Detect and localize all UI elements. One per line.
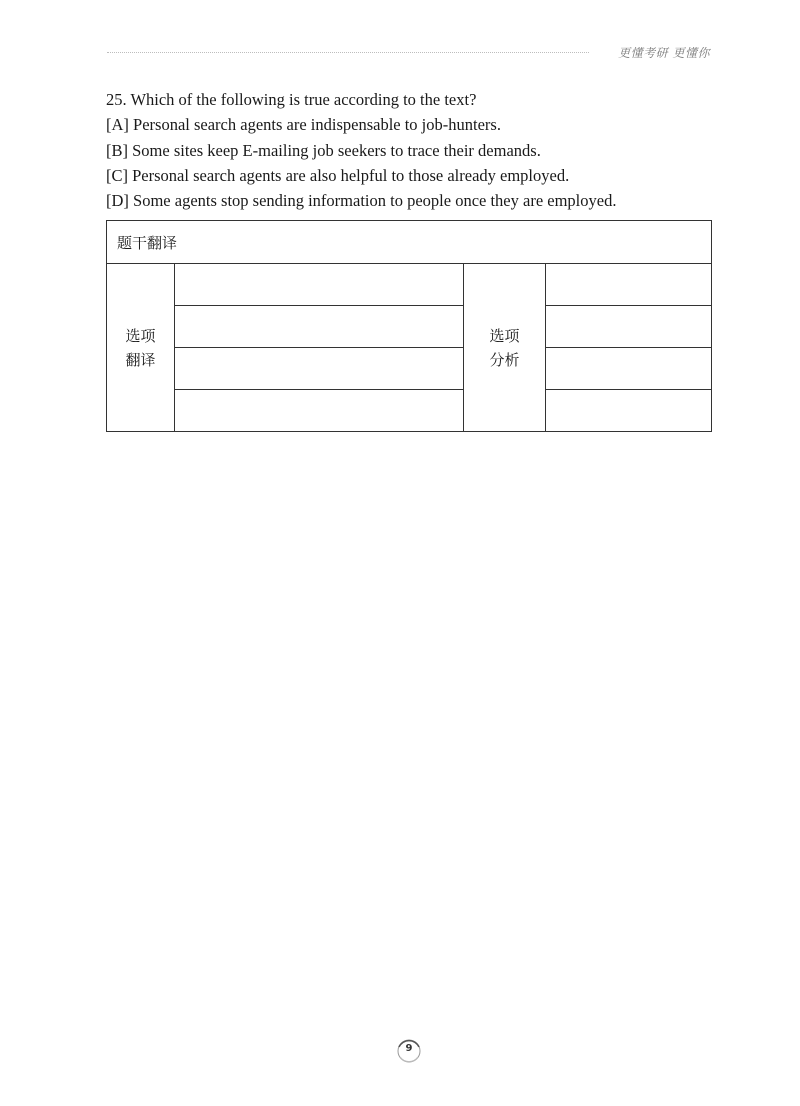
- option-row: [107, 348, 712, 390]
- option-translation-label-line1: 选项: [125, 326, 156, 345]
- page-number-badge: [396, 1038, 422, 1064]
- option-a: [A] Personal search agents are indispensable to job-hunters.: [106, 115, 501, 135]
- option-row: [107, 264, 712, 306]
- question-stem: 25. Which of the following is true according to the text?: [106, 90, 477, 109]
- option-translation-blank-c[interactable]: [175, 348, 464, 390]
- option-row: [107, 306, 712, 348]
- translation-worksheet-table: [106, 220, 712, 432]
- stem-translation-label: 题干翻译: [107, 221, 712, 264]
- option-b: [B] Some sites keep E-mailing job seekers to trace their demands.: [106, 140, 541, 160]
- option-translation-label: [107, 264, 175, 432]
- option-translation-blank-a[interactable]: [175, 264, 464, 306]
- page-number: 9: [405, 1043, 413, 1054]
- header-divider: [107, 52, 589, 53]
- option-analysis-blank-d[interactable]: [546, 390, 712, 432]
- stem-translation-row: [107, 221, 712, 264]
- option-analysis-label-line1: 选项: [489, 326, 520, 345]
- option-analysis-blank-b[interactable]: [546, 306, 712, 348]
- option-d: [D] Some agents stop sending information to people once they are employed.: [106, 191, 617, 211]
- option-row: [107, 390, 712, 432]
- option-analysis-label: [464, 264, 546, 432]
- question-block: [106, 87, 726, 213]
- option-analysis-blank-c[interactable]: [546, 348, 712, 390]
- option-analysis-label-line2: 分析: [489, 350, 520, 369]
- option-translation-blank-b[interactable]: [175, 306, 464, 348]
- option-analysis-blank-a[interactable]: [546, 264, 712, 306]
- option-translation-blank-d[interactable]: [175, 390, 464, 432]
- option-translation-label-line2: 翻译: [125, 350, 156, 369]
- option-c: [C] Personal search agents are also helpful to those already employed.: [106, 165, 570, 185]
- header-tagline: 更懂考研 更懂你: [618, 46, 710, 60]
